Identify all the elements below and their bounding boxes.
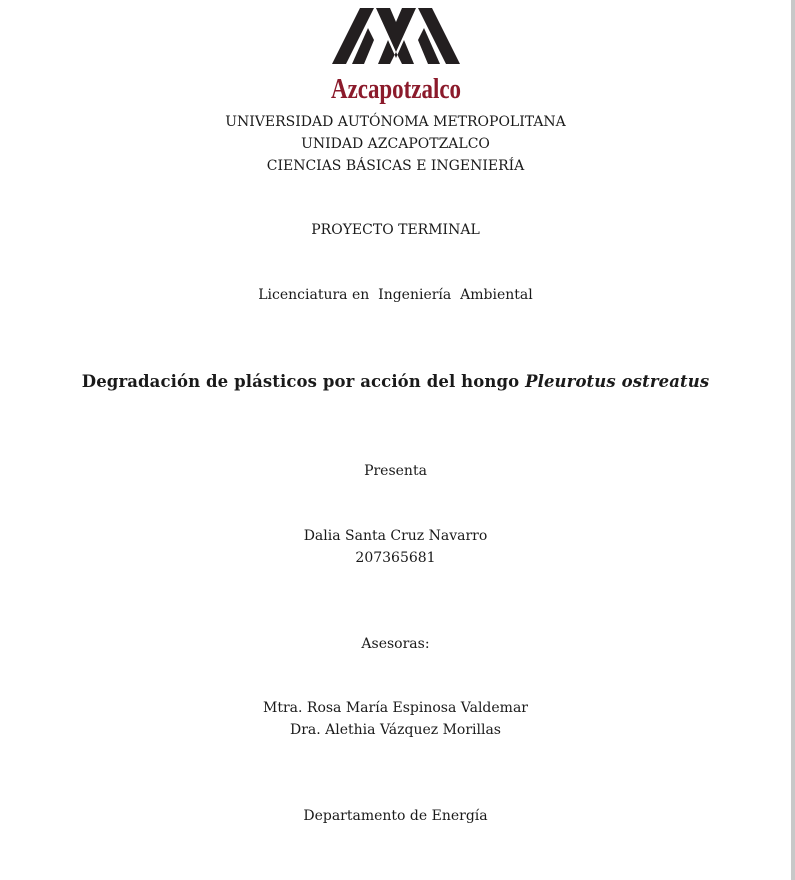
uam-logo-mark-icon (330, 6, 462, 106)
thesis-title-species: Pleurotus ostreatus (525, 372, 710, 391)
advisors-label: Asesoras: (361, 636, 430, 652)
page-edge-divider (791, 0, 795, 880)
department-name: Departamento de Energía (303, 808, 488, 824)
thesis-title-main: Degradación de plásticos por acción del hongo (81, 372, 526, 391)
thesis-title (0, 371, 791, 393)
author-name: Dalia Santa Cruz Navarro (303, 528, 488, 544)
project-type: PROYECTO TERMINAL (311, 222, 480, 238)
division-name: CIENCIAS BÁSICAS E INGENIERÍA (266, 158, 525, 174)
advisor-1: Mtra. Rosa María Espinosa Valdemar (263, 700, 528, 716)
unit-name: UNIDAD AZCAPOTZALCO (301, 136, 490, 152)
author-id: 207365681 (355, 550, 436, 566)
degree-name: Licenciatura en Ingeniería Ambiental (258, 287, 533, 303)
advisor-2: Dra. Alethia Vázquez Morillas (289, 722, 501, 738)
university-name: UNIVERSIDAD AUTÓNOMA METROPOLITANA (225, 114, 566, 130)
presents-label: Presenta (364, 463, 427, 479)
logo-wordmark: Azcapotzalco (331, 74, 461, 105)
uam-logo (330, 6, 462, 106)
